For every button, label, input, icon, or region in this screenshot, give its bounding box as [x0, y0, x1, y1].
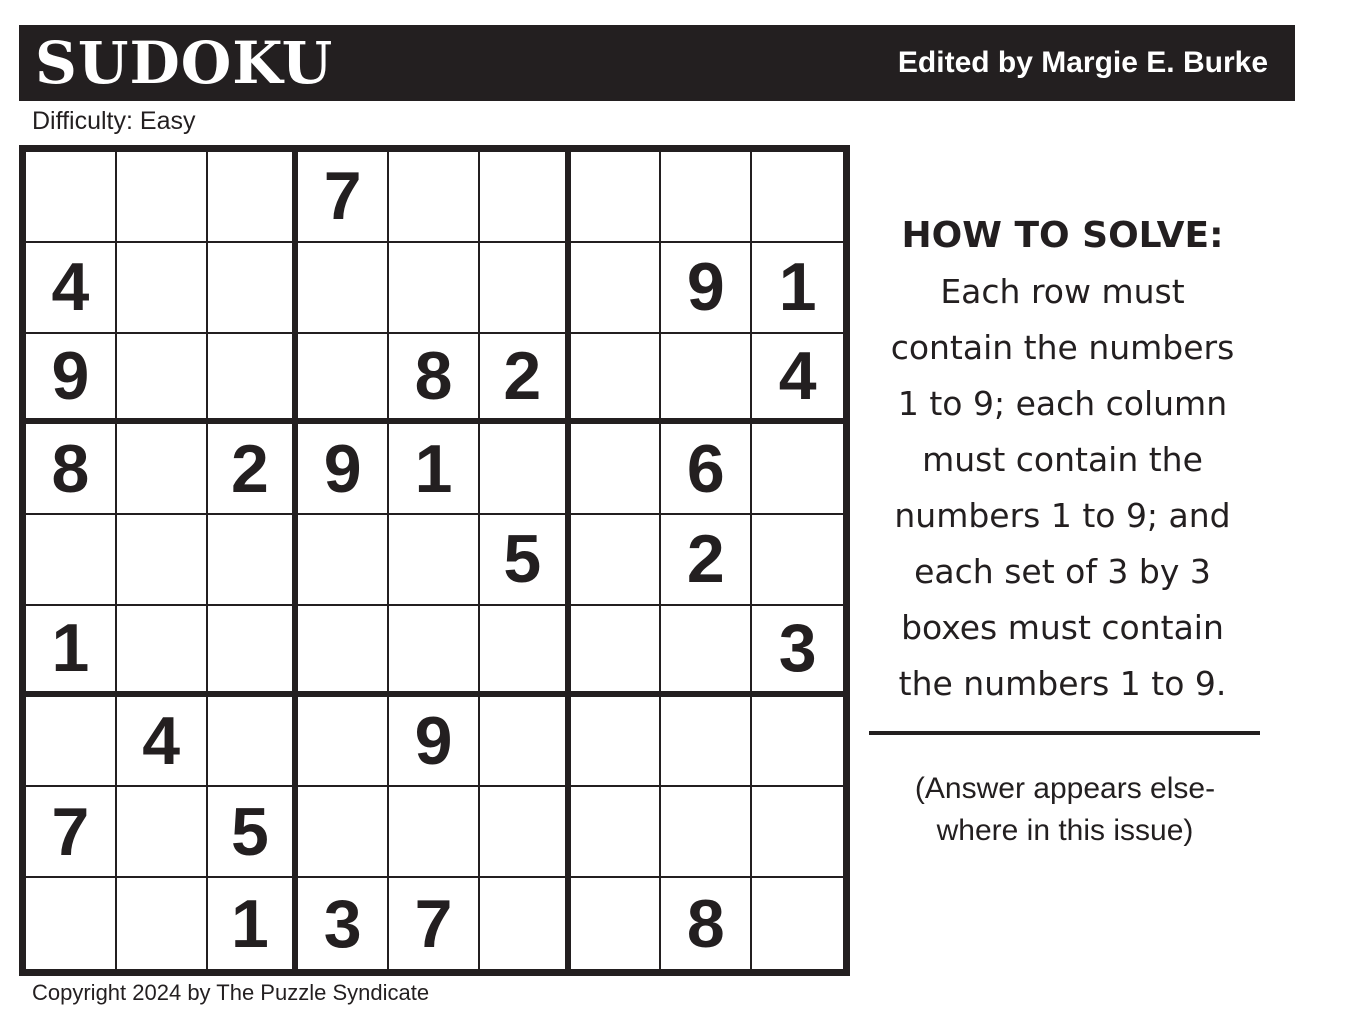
sudoku-cell[interactable] — [661, 606, 752, 697]
how-to-solve-line: Each row must — [940, 272, 1185, 311]
sudoku-cell: 5 — [480, 515, 571, 606]
sudoku-cell: 2 — [480, 334, 571, 425]
sudoku-cell[interactable] — [571, 697, 662, 788]
how-to-solve — [860, 208, 1265, 712]
puzzle-title: SUDOKU — [35, 29, 334, 97]
sudoku-cell[interactable] — [117, 787, 208, 878]
sudoku-cell[interactable] — [571, 334, 662, 425]
sudoku-cell[interactable] — [26, 152, 117, 243]
copyright-notice: Copyright 2024 by The Puzzle Syndicate — [32, 980, 430, 1005]
sudoku-cell[interactable] — [752, 152, 843, 243]
editor-credit: Edited by Margie E. Burke — [897, 46, 1268, 79]
sudoku-cell: 1 — [208, 878, 299, 969]
sudoku-cell: 5 — [208, 787, 299, 878]
sudoku-cell: 1 — [752, 243, 843, 334]
how-to-solve-line: each set of 3 by 3 — [914, 552, 1211, 591]
how-to-solve-line: 1 to 9; each column — [897, 384, 1228, 423]
sudoku-cell[interactable] — [208, 515, 299, 606]
sudoku-cell[interactable] — [752, 787, 843, 878]
sudoku-cell: 8 — [26, 424, 117, 515]
how-to-solve-line: must contain the — [922, 440, 1203, 479]
sudoku-cell: 2 — [661, 515, 752, 606]
sudoku-cell[interactable] — [571, 878, 662, 969]
sudoku-cell[interactable] — [117, 243, 208, 334]
sudoku-cell[interactable] — [571, 243, 662, 334]
sudoku-cell: 3 — [298, 878, 389, 969]
sudoku-cell[interactable] — [389, 787, 480, 878]
sudoku-cell[interactable] — [571, 515, 662, 606]
sudoku-cell[interactable] — [480, 243, 571, 334]
sudoku-cell[interactable] — [117, 424, 208, 515]
how-to-solve-title: HOW TO SOLVE: — [901, 215, 1224, 256]
sudoku-cell: 8 — [389, 334, 480, 425]
header-bar — [19, 25, 1295, 101]
answer-note — [880, 768, 1250, 852]
sudoku-cell: 8 — [661, 878, 752, 969]
sudoku-cell: 7 — [298, 152, 389, 243]
sudoku-cell[interactable] — [480, 152, 571, 243]
how-to-solve-line: numbers 1 to 9; and — [894, 496, 1231, 535]
sudoku-cell[interactable] — [208, 152, 299, 243]
sudoku-cell: 1 — [389, 424, 480, 515]
sudoku-cell[interactable] — [298, 243, 389, 334]
difficulty-label: Difficulty: Easy — [32, 107, 196, 135]
sudoku-cell[interactable] — [480, 878, 571, 969]
sudoku-cell[interactable] — [117, 606, 208, 697]
sudoku-cell[interactable] — [117, 878, 208, 969]
sudoku-cell[interactable] — [571, 606, 662, 697]
sudoku-cell[interactable] — [389, 606, 480, 697]
sudoku-cell[interactable] — [571, 152, 662, 243]
sudoku-cell[interactable] — [298, 515, 389, 606]
sudoku-cell: 4 — [752, 334, 843, 425]
sudoku-cell: 6 — [661, 424, 752, 515]
how-to-solve-line: contain the numbers — [890, 328, 1235, 367]
sudoku-cell[interactable] — [389, 243, 480, 334]
sudoku-cell[interactable] — [117, 334, 208, 425]
sudoku-cell[interactable] — [661, 787, 752, 878]
sudoku-cell[interactable] — [661, 697, 752, 788]
sudoku-cell[interactable] — [752, 515, 843, 606]
sudoku-cell[interactable] — [389, 152, 480, 243]
sudoku-cell: 3 — [752, 606, 843, 697]
sudoku-cell[interactable] — [661, 152, 752, 243]
sudoku-cell: 7 — [26, 787, 117, 878]
sudoku-cell: 7 — [389, 878, 480, 969]
sudoku-cell: 9 — [661, 243, 752, 334]
answer-note-line: (Answer appears else- — [914, 772, 1216, 805]
sudoku-cell[interactable] — [26, 697, 117, 788]
answer-note-line: where in this issue) — [936, 814, 1194, 847]
sudoku-cell[interactable] — [752, 424, 843, 515]
sudoku-cell[interactable] — [208, 606, 299, 697]
sudoku-cell: 2 — [208, 424, 299, 515]
divider — [869, 731, 1260, 735]
sudoku-cell[interactable] — [298, 697, 389, 788]
sudoku-cell: 9 — [26, 334, 117, 425]
how-to-solve-line: boxes must contain — [901, 608, 1224, 647]
sudoku-cell[interactable] — [26, 878, 117, 969]
sudoku-cell[interactable] — [117, 515, 208, 606]
sudoku-cell: 9 — [298, 424, 389, 515]
how-to-solve-line: the numbers 1 to 9. — [898, 664, 1227, 703]
sudoku-cell[interactable] — [208, 243, 299, 334]
sudoku-cell[interactable] — [298, 606, 389, 697]
sudoku-cell[interactable] — [571, 424, 662, 515]
sudoku-cell: 4 — [26, 243, 117, 334]
sudoku-cell: 1 — [26, 606, 117, 697]
sudoku-cell[interactable] — [298, 787, 389, 878]
sudoku-cell[interactable] — [298, 334, 389, 425]
sudoku-cell[interactable] — [389, 515, 480, 606]
sudoku-cell[interactable] — [480, 697, 571, 788]
sudoku-cell[interactable] — [480, 606, 571, 697]
sudoku-cell[interactable] — [480, 424, 571, 515]
sudoku-cell[interactable] — [480, 787, 571, 878]
sudoku-cell[interactable] — [752, 878, 843, 969]
sudoku-cell[interactable] — [26, 515, 117, 606]
sudoku-cell: 4 — [117, 697, 208, 788]
sudoku-cell[interactable] — [661, 334, 752, 425]
sudoku-cell: 9 — [389, 697, 480, 788]
sudoku-cell[interactable] — [117, 152, 208, 243]
sudoku-cell[interactable] — [571, 787, 662, 878]
sudoku-grid — [19, 145, 850, 976]
sudoku-cell[interactable] — [208, 334, 299, 425]
sudoku-cell[interactable] — [752, 697, 843, 788]
sudoku-cell[interactable] — [208, 697, 299, 788]
